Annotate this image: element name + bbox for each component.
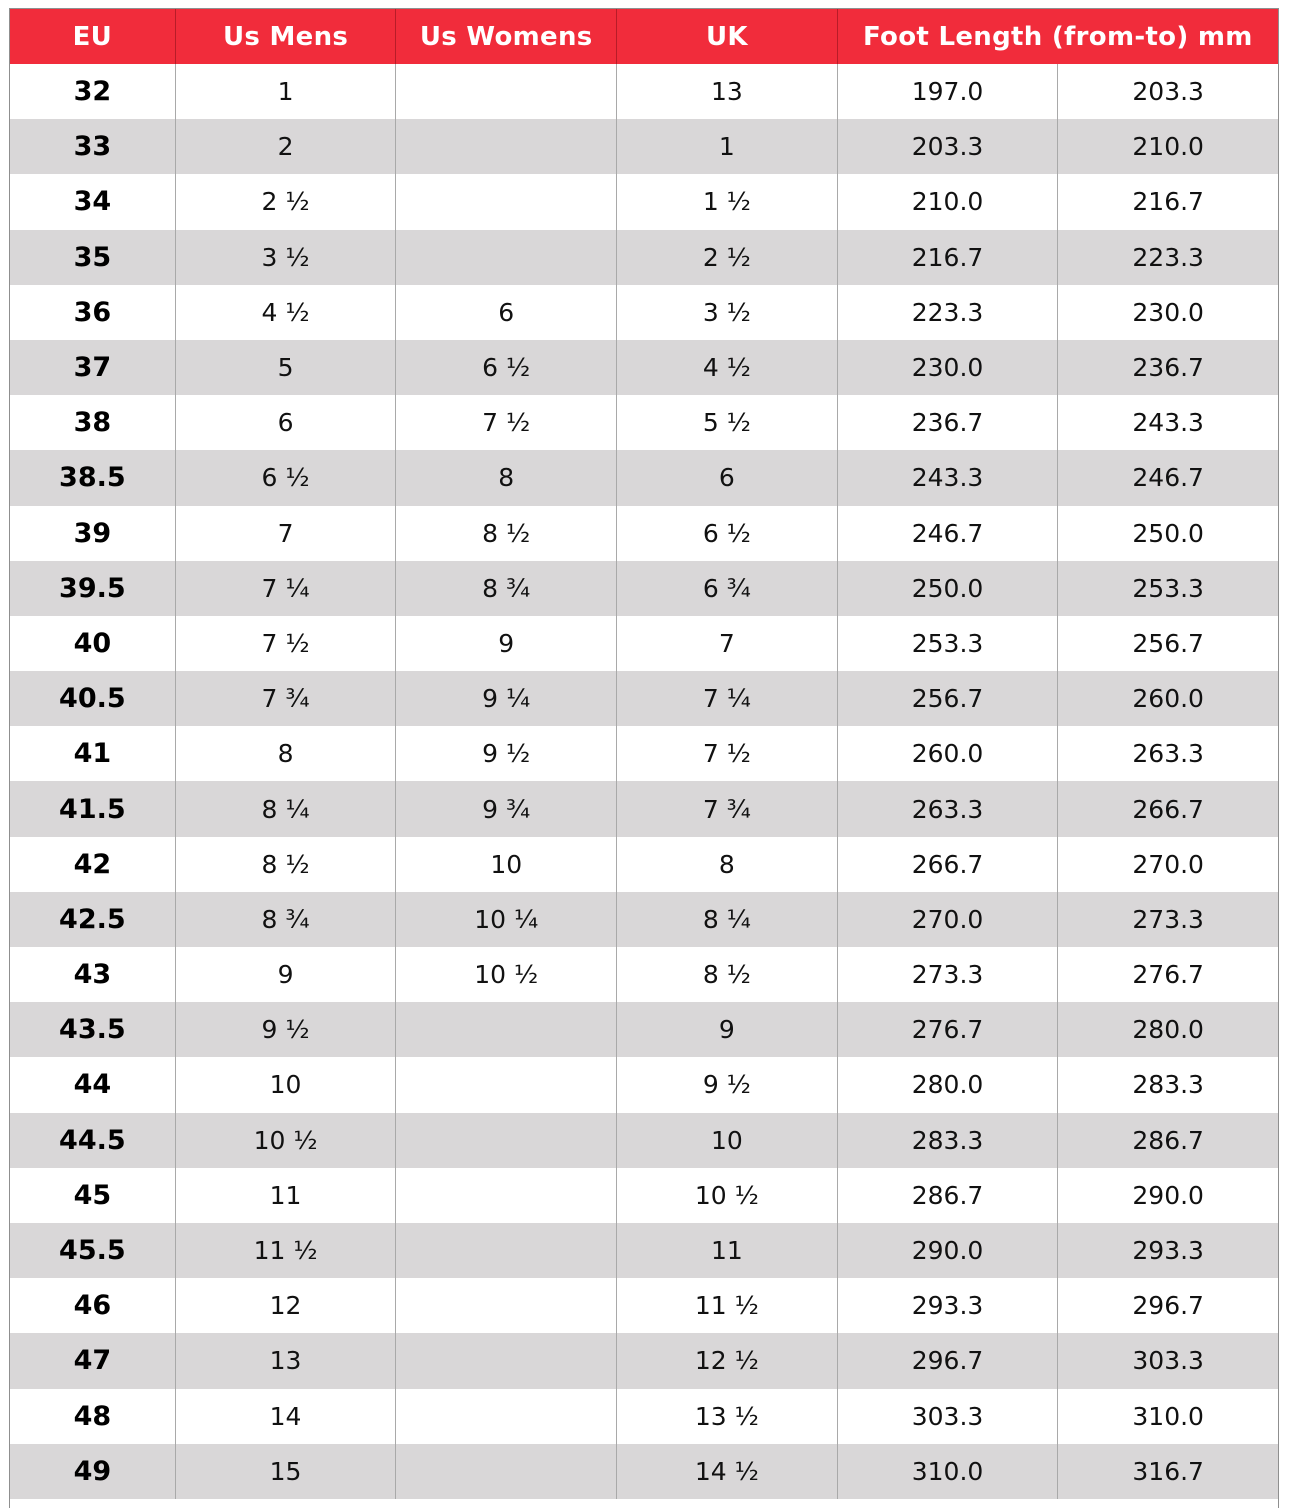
cell-eu: 45 [10,1168,176,1223]
header-uk: UK [617,9,838,64]
cell-us-mens: 3 ½ [176,230,397,285]
cell-eu: 33 [10,119,176,174]
header-foot-length: Foot Length (from-to) mm [863,21,1253,52]
cell-eu: 42.5 [10,892,176,947]
cell-foot-length-to: 253.3 [1132,573,1204,603]
cell-us-mens: 7 ½ [176,616,397,671]
cell-foot-length-to: 250.0 [1132,518,1204,548]
cell-foot-length-from: 266.7 [838,837,1059,892]
cell-us-mens: 4 ½ [176,285,397,340]
cell-uk: 11 ½ [617,1278,838,1333]
table-row [10,340,1278,395]
cell-uk: 7 [617,616,838,671]
cell-uk: 6 ½ [617,506,838,561]
cell-us-womens [396,1002,617,1057]
cell-us-mens: 8 ¾ [176,892,397,947]
cell-uk: 8 [617,837,838,892]
cell-us-womens [396,230,617,285]
cell-us-mens: 5 [176,340,397,395]
cell-foot-length-from: 293.3 [838,1278,1059,1333]
cell-eu: 41.5 [10,781,176,836]
cell-us-womens: 8 [396,450,617,505]
table-row [10,1389,1278,1444]
cell-us-mens: 10 [176,1057,397,1112]
cell-eu: 40 [10,616,176,671]
cell-foot-length-to: 283.3 [1132,1070,1204,1100]
cell-us-womens: 9 ½ [396,726,617,781]
cell-foot-length-from: 223.3 [838,285,1059,340]
cell-us-womens: 6 [396,285,617,340]
cell-foot-length-to: 276.7 [1132,960,1204,990]
cell-eu: 39.5 [10,561,176,616]
cell-us-mens: 8 ¼ [176,781,397,836]
cell-us-mens: 1 [176,64,397,119]
cell-us-womens: 9 [396,616,617,671]
table-row [10,837,1278,892]
table-row [10,174,1278,229]
cell-us-mens: 10 ½ [176,1113,397,1168]
cell-uk: 12 ½ [617,1333,838,1388]
cell-eu: 43 [10,947,176,1002]
cell-eu: 48 [10,1389,176,1444]
cell-eu: 36 [10,285,176,340]
cell-eu: 35 [10,230,176,285]
cell-us-mens: 8 [176,726,397,781]
cell-uk: 9 [617,1002,838,1057]
cell-us-mens: 6 ½ [176,450,397,505]
table-row [10,616,1278,671]
cell-us-womens [396,64,617,119]
cell-eu: 44 [10,1057,176,1112]
table-row [10,1002,1278,1057]
table-row [10,561,1278,616]
cell-foot-length-to: 236.7 [1132,353,1204,383]
cell-foot-length-to: 303.3 [1132,1346,1204,1376]
cell-us-mens: 11 [176,1168,397,1223]
cell-foot-length-from: 210.0 [838,174,1059,229]
cell-foot-length-from: 236.7 [838,395,1059,450]
cell-foot-length-from: 256.7 [838,671,1059,726]
cell-us-mens: 7 ¼ [176,561,397,616]
cell-eu: 32 [10,64,176,119]
cell-foot-length-to: 216.7 [1132,187,1204,217]
cell-eu: 34 [10,174,176,229]
cell-foot-length-from: 203.3 [838,119,1059,174]
header-eu: EU [10,9,176,64]
cell-uk: 8 ¼ [617,892,838,947]
cell-us-womens: 7 ½ [396,395,617,450]
cell-foot-length-to: 296.7 [1132,1291,1204,1321]
table-body [10,64,1278,1499]
cell-eu: 44.5 [10,1113,176,1168]
cell-us-mens: 14 [176,1389,397,1444]
cell-foot-length-from: 303.3 [838,1389,1059,1444]
cell-foot-length-from: 273.3 [838,947,1059,1002]
cell-us-womens [396,174,617,229]
cell-uk: 2 ½ [617,230,838,285]
cell-foot-length-to: 223.3 [1132,242,1204,272]
cell-eu: 39 [10,506,176,561]
cell-eu: 47 [10,1333,176,1388]
cell-uk: 6 ¾ [617,561,838,616]
cell-uk: 11 [617,1223,838,1278]
cell-foot-length-to: 310.0 [1132,1401,1204,1431]
cell-uk: 7 ¼ [617,671,838,726]
table-row [10,1278,1278,1333]
cell-us-mens: 12 [176,1278,397,1333]
cell-foot-length-from: 296.7 [838,1333,1059,1388]
table-row [10,892,1278,947]
cell-us-mens: 2 [176,119,397,174]
cell-us-womens: 8 ½ [396,506,617,561]
cell-foot-length-from: 286.7 [838,1168,1059,1223]
cell-us-mens: 8 ½ [176,837,397,892]
cell-foot-length-to: 290.0 [1132,1180,1204,1210]
cell-us-womens: 6 ½ [396,340,617,395]
cell-eu: 37 [10,340,176,395]
table-row [10,947,1278,1002]
cell-eu: 45.5 [10,1223,176,1278]
cell-foot-length-from: 290.0 [838,1223,1059,1278]
table-row [10,230,1278,285]
header-us-womens: Us Womens [396,9,617,64]
cell-foot-length-to: 260.0 [1132,684,1204,714]
cell-us-mens: 2 ½ [176,174,397,229]
table-row [10,1057,1278,1112]
cell-uk: 10 ½ [617,1168,838,1223]
cell-foot-length-to: 203.3 [1132,77,1204,107]
cell-foot-length-from: 280.0 [838,1057,1059,1112]
table-row [10,1113,1278,1168]
cell-uk: 1 ½ [617,174,838,229]
cell-us-mens: 11 ½ [176,1223,397,1278]
cell-foot-length-from: 246.7 [838,506,1059,561]
cell-foot-length-from: 253.3 [838,616,1059,671]
cell-eu: 42 [10,837,176,892]
cell-uk: 7 ½ [617,726,838,781]
table-row [10,119,1278,174]
cell-foot-length-from: 197.0 [838,64,1059,119]
cell-foot-length-from: 283.3 [838,1113,1059,1168]
table-row [10,671,1278,726]
cell-eu: 40.5 [10,671,176,726]
header-us-mens: Us Mens [176,9,397,64]
cell-us-womens [396,1333,617,1388]
cell-us-mens: 9 ½ [176,1002,397,1057]
cell-us-womens [396,1389,617,1444]
cell-foot-length-to: 263.3 [1132,739,1204,769]
cell-foot-length-from: 310.0 [838,1444,1059,1499]
table-row [10,1444,1278,1499]
cell-foot-length-to: 243.3 [1132,408,1204,438]
cell-us-womens [396,1278,617,1333]
cell-us-womens: 10 ¼ [396,892,617,947]
table-row [10,450,1278,505]
cell-uk: 7 ¾ [617,781,838,836]
cell-uk: 13 [617,64,838,119]
cell-us-womens: 9 ¼ [396,671,617,726]
cell-foot-length-from: 243.3 [838,450,1059,505]
table-row [10,1223,1278,1278]
cell-eu: 38.5 [10,450,176,505]
table-row [10,395,1278,450]
cell-uk: 4 ½ [617,340,838,395]
cell-uk: 6 [617,450,838,505]
cell-us-womens [396,1113,617,1168]
cell-uk: 9 ½ [617,1057,838,1112]
table-row [10,506,1278,561]
cell-us-womens: 8 ¾ [396,561,617,616]
cell-us-mens: 6 [176,395,397,450]
cell-us-womens [396,119,617,174]
cell-uk: 3 ½ [617,285,838,340]
cell-us-womens [396,1168,617,1223]
cell-foot-length-to: 293.3 [1132,1236,1204,1266]
cell-foot-length-to: 246.7 [1132,463,1204,493]
cell-us-mens: 7 ¾ [176,671,397,726]
cell-eu: 46 [10,1278,176,1333]
size-chart-table [9,8,1279,1508]
cell-foot-length-to: 270.0 [1132,849,1204,879]
table-header-row [10,9,1278,64]
cell-eu: 38 [10,395,176,450]
table-row [10,781,1278,836]
cell-uk: 1 [617,119,838,174]
cell-us-womens: 10 ½ [396,947,617,1002]
cell-us-womens: 10 [396,837,617,892]
cell-us-mens: 7 [176,506,397,561]
cell-eu: 49 [10,1444,176,1499]
cell-foot-length-to: 210.0 [1132,132,1204,162]
cell-uk: 5 ½ [617,395,838,450]
cell-foot-length-from: 263.3 [838,781,1059,836]
table-row [10,1333,1278,1388]
cell-foot-length-from: 216.7 [838,230,1059,285]
cell-uk: 14 ½ [617,1444,838,1499]
cell-foot-length-to: 266.7 [1132,794,1204,824]
cell-foot-length-to: 256.7 [1132,628,1204,658]
cell-eu: 41 [10,726,176,781]
cell-us-womens [396,1057,617,1112]
cell-us-womens [396,1223,617,1278]
cell-foot-length-to: 280.0 [1132,1015,1204,1045]
table-row [10,64,1278,119]
table-row [10,726,1278,781]
cell-foot-length-to: 273.3 [1132,904,1204,934]
cell-foot-length-from: 270.0 [838,892,1059,947]
cell-foot-length-from: 230.0 [838,340,1059,395]
cell-uk: 13 ½ [617,1389,838,1444]
cell-uk: 10 [617,1113,838,1168]
cell-foot-length-from: 250.0 [838,561,1059,616]
cell-foot-length-to: 286.7 [1132,1125,1204,1155]
cell-foot-length-from: 260.0 [838,726,1059,781]
cell-foot-length-to: 316.7 [1132,1456,1204,1486]
table-row [10,285,1278,340]
cell-foot-length-to: 230.0 [1132,297,1204,327]
cell-eu: 43.5 [10,1002,176,1057]
cell-uk: 8 ½ [617,947,838,1002]
cell-us-mens: 9 [176,947,397,1002]
cell-us-womens: 9 ¾ [396,781,617,836]
cell-us-mens: 13 [176,1333,397,1388]
cell-us-womens [396,1444,617,1499]
table-row [10,1168,1278,1223]
cell-foot-length-from: 276.7 [838,1002,1059,1057]
cell-us-mens: 15 [176,1444,397,1499]
